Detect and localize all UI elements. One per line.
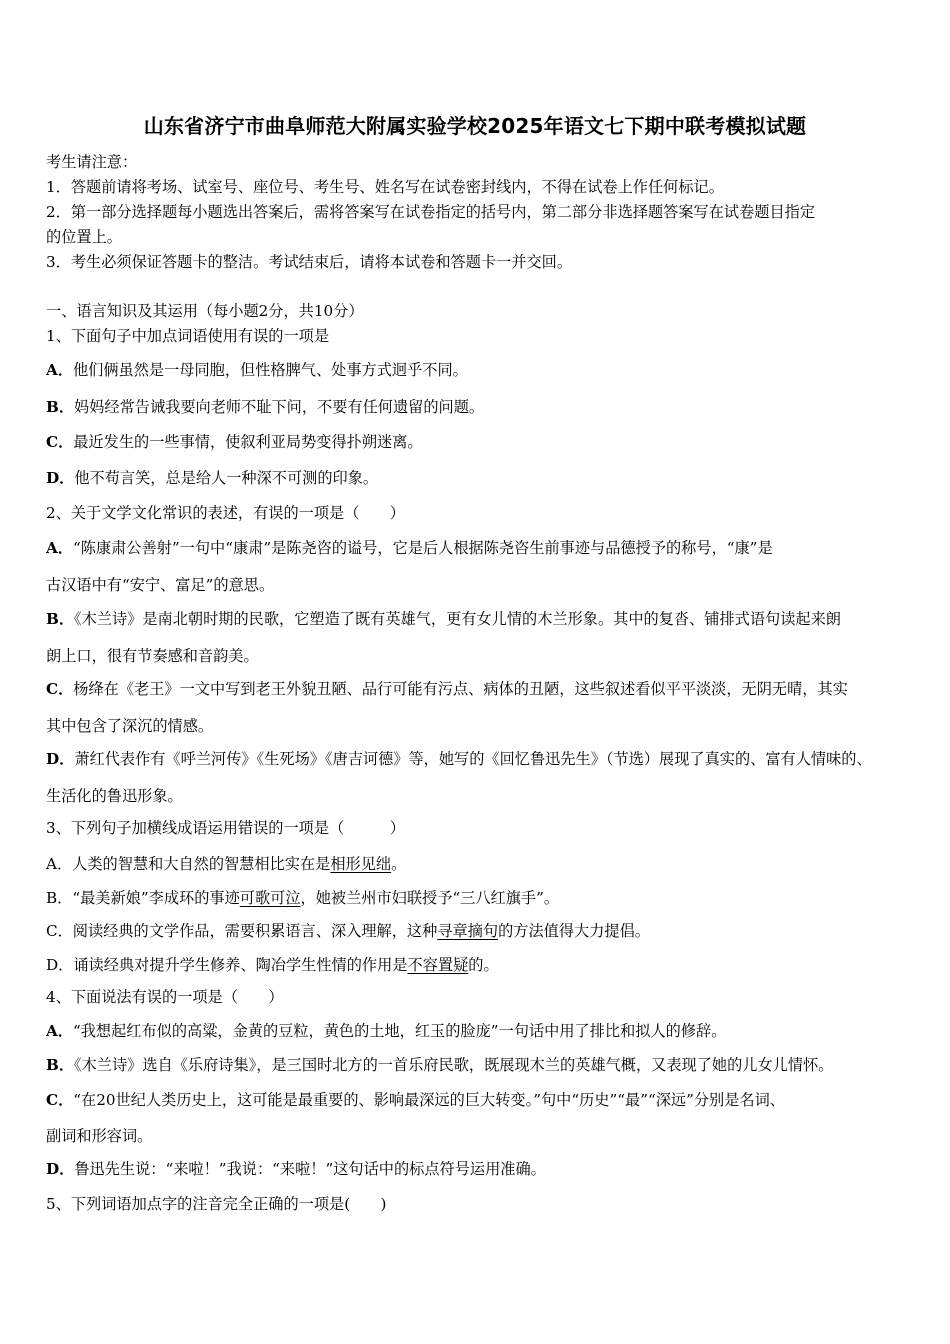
question-3-option-b [46, 887, 916, 909]
question-4-stem: 4、下面说法有误的一项是（ ） [46, 988, 284, 1006]
question-2-option-a-continued: 古汉语中有“安宁、富足”的意思。 [46, 576, 275, 594]
question-2-option-a [46, 537, 916, 559]
option-text: 萧红代表作有《呼兰河传》《生死场》《唐吉诃德》等，她写的《回忆鲁迅先生》（节选）展现了真实的、富有人情味的、 [74, 750, 872, 768]
question-3-option-c [46, 920, 916, 942]
notice-item-2-line-2: 的位置上。 [46, 228, 122, 246]
option-text: “在20世纪人类历史上，这可能是最重要的、影响最深远的巨大转变。”句中“历史”“最”“深远”分别是名词、 [73, 1091, 785, 1109]
underlined-idiom: 可歌可泣 [239, 889, 301, 907]
underlined-idiom: 寻章摘句 [437, 922, 499, 940]
option-label: D． [46, 750, 75, 768]
option-label: C． [46, 680, 74, 698]
option-text: A．人类的智慧和大自然的智慧相比实在是 [46, 855, 331, 873]
option-text: B．“最美新娘”李成环的事迹 [46, 889, 240, 907]
option-label: A． [46, 361, 73, 379]
question-3-option-d [46, 954, 916, 976]
question-1-option-a [46, 359, 916, 381]
exam-title: 山东省济宁市曲阜师范大附属实验学校2025年语文七下期中联考模拟试题 [143, 114, 807, 138]
notice-item-3: 3．考生必须保证答题卡的整洁。考试结束后，请将本试卷和答题卡一并交回。 [46, 253, 573, 271]
option-text: 的。 [468, 956, 499, 974]
question-1-option-c [46, 431, 916, 453]
option-label: D． [46, 469, 75, 487]
question-1-option-d [46, 467, 916, 489]
question-4-option-d [46, 1158, 916, 1180]
question-2-option-b-continued: 朗上口，很有节奏感和音韵美。 [46, 647, 259, 665]
question-5-stem: 5、下列词语加点字的注音完全正确的一项是( ) [46, 1195, 387, 1213]
option-label: A． [46, 539, 73, 557]
option-text: 他不苟言笑，总是给人一种深不可测的印象。 [74, 469, 379, 487]
question-2-option-b [46, 608, 916, 630]
option-text: 。 [391, 855, 407, 873]
option-label: A． [46, 1022, 73, 1040]
option-label: D． [46, 1160, 75, 1178]
underlined-idiom: 不容置疑 [407, 956, 469, 974]
option-text: 的方法值得大力提倡。 [498, 922, 650, 940]
option-text: C．阅读经典的文学作品，需要积累语言、深入理解，这种 [46, 922, 438, 940]
underlined-idiom: 相形见绌 [330, 855, 392, 873]
question-1-option-b [46, 396, 916, 418]
question-2-option-d-continued: 生活化的鲁迅形象。 [46, 787, 183, 805]
option-text: D．诵读经典对提升学生修养、陶冶学生性情的作用是 [46, 956, 408, 974]
question-2-option-d [46, 748, 916, 770]
option-text: 《木兰诗》选自《乐府诗集》，是三国时北方的一首乐府民歌，既展现木兰的英雄气概，又表现了她的儿女儿情怀。 [74, 1056, 834, 1074]
option-label: B． [46, 1056, 75, 1074]
question-4-option-a [46, 1020, 916, 1042]
question-4-option-c-continued: 副词和形容词。 [46, 1127, 153, 1145]
section-1-heading: 一、语言知识及其运用（每小题2分，共10分） [46, 302, 364, 320]
question-2-stem: 2、关于文学文化常识的表述，有误的一项是（ ） [46, 504, 405, 522]
notice-heading: 考生请注意： [46, 153, 138, 171]
notice-item-1: 1．答题前请将考场、试室号、座位号、考生号、姓名写在试卷密封线内，不得在试卷上作任何标记。 [46, 178, 724, 196]
option-text: 最近发生的一些事情，使叙利亚局势变得扑朔迷离。 [73, 433, 423, 451]
option-text: 《木兰诗》是南北朝时期的民歌，它塑造了既有英雄气，更有女儿情的木兰形象。其中的复沓、铺排式语句读起来朗 [74, 610, 841, 628]
question-3-stem: 3、下列句子加横线成语运用错误的一项是（ ） [46, 819, 405, 837]
question-4-option-c [46, 1089, 916, 1111]
option-text: 他们俩虽然是一母同胞，但性格脾气、处事方式迥乎不同。 [72, 361, 468, 379]
question-2-option-c-continued: 其中包含了深沉的情感。 [46, 717, 214, 735]
question-4-option-b [46, 1054, 916, 1076]
question-3-option-a [46, 853, 916, 875]
option-text: ，她被兰州市妇联授予“三八红旗手”。 [300, 889, 560, 907]
option-text: 杨绛在《老王》一文中写到老王外貌丑陋、品行可能有污点、病体的丑陋，这些叙述看似平平淡淡，无阴无晴，其实 [73, 680, 848, 698]
option-label: B． [46, 398, 75, 416]
question-2-option-c [46, 678, 916, 700]
option-text: 鲁迅先生说：“来啦！”我说：“来啦！”这句话中的标点符号运用准确。 [74, 1160, 546, 1178]
option-label: C． [46, 433, 74, 451]
notice-item-2-line-1: 2．第一部分选择题每小题选出答案后，需将答案写在试卷指定的括号内，第二部分非选择题答案写在试卷题目指定 [46, 203, 816, 221]
option-text: “我想起红布似的高粱，金黄的豆粒，黄色的土地，红玉的脸庞”一句话中用了排比和拟人的修辞。 [72, 1022, 727, 1040]
option-text: 妈妈经常告诫我要向老师不耻下问，不要有任何遗留的问题。 [74, 398, 485, 416]
option-label: C． [46, 1091, 74, 1109]
option-label: B． [46, 610, 75, 628]
option-text: “陈康肃公善射”一句中“康肃”是陈尧咨的谥号，它是后人根据陈尧咨生前事迹与品德授予的称号，“康”是 [72, 539, 773, 557]
question-1-stem: 1、下面句子中加点词语使用有误的一项是 [46, 327, 330, 345]
